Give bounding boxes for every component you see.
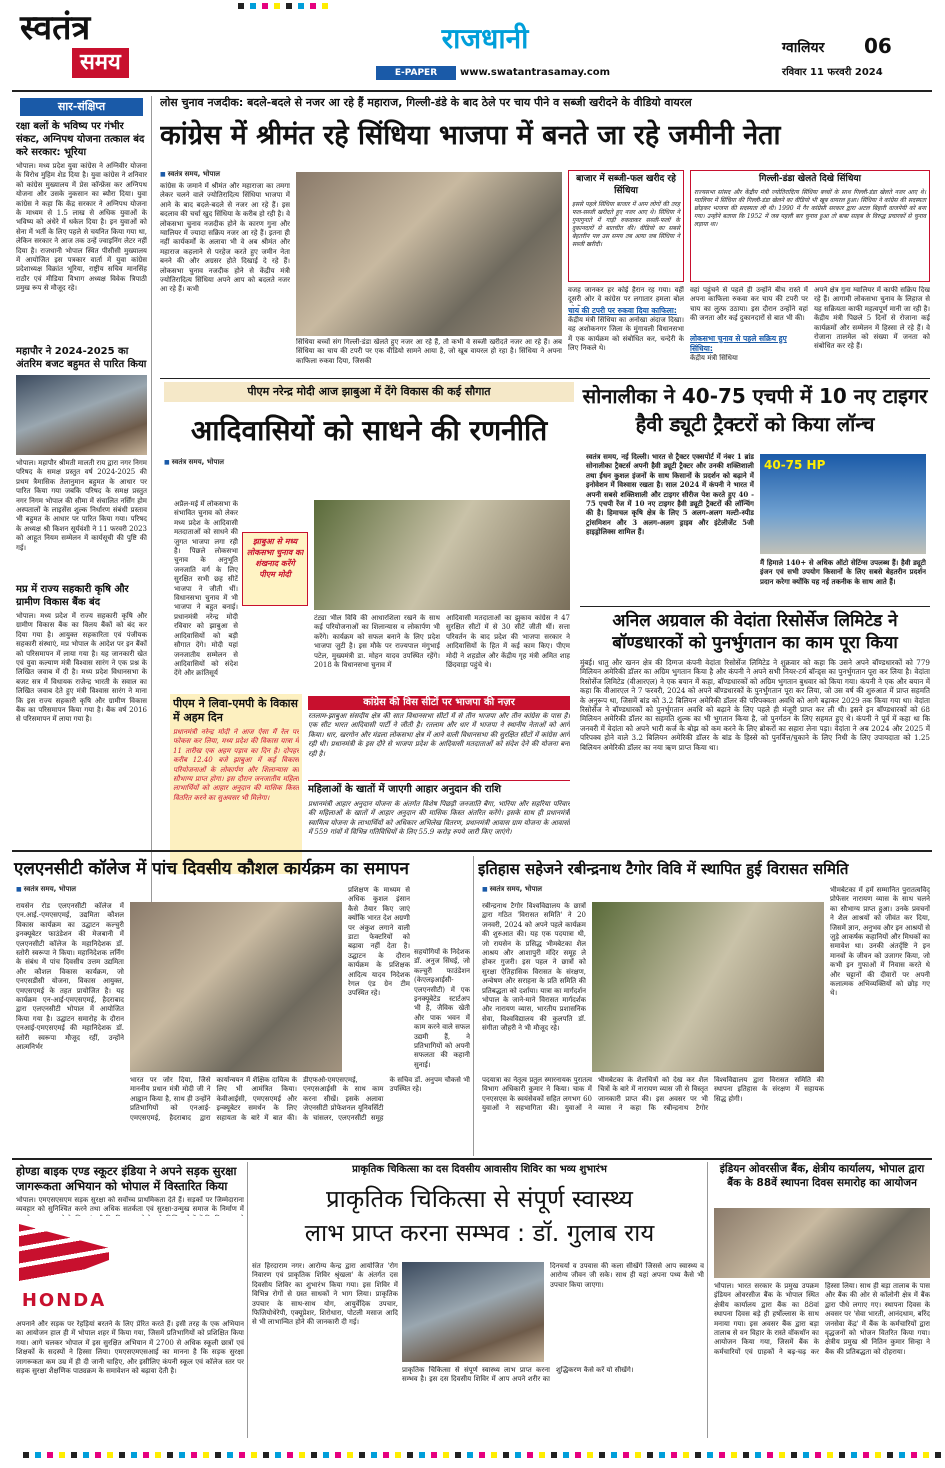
site-url[interactable]: www.swatantrasamay.com — [460, 67, 611, 78]
adivasi-headline[interactable]: आदिवासियों को साधने की रणनीति — [190, 414, 548, 447]
sonalika-caption: मैं हिमाले 140+ से अधिक ऑटो सेटिंग्स उपलब्ध हैं। हैवी ड्यूटी इंजन एवं सभी उपयोग किसानों के लिए सबसे बेहतरीन प्रदर्शन प्रदान करेगा क्योंकि यह नई तकनीक के साथ आते हैं। — [760, 558, 926, 586]
top-story-col1: कांग्रेस के जमाने में श्रीमंत और महाराजा का तमगा लेकर चलने वाले ज्योतिरादित्य सिंधिया भाजपा में आने के बाद बदले-बदले से नजर आ रहे हैं। इस बदलाव की चर्चा खुद सिंधिया के करीब हो रही है। वे लोकसभा चुनाव नजदीक होने के कारण गुना और ग्वालियर में ज्यादा सक्रिय नजर आ रहे हैं। इतना ही नहीं कार्यकर्मों के अलावा भी वे अब श्रीमंत और महाराज कहलाने से परहेज करते हुए जमीन नेता बनने की और अग्रसर होते दिखाई दे रहे हैं। लोकसभा चुनाव नजदीक होने से केंद्रीय मंत्री ज्योतिरादित्य सिंधिया अपने आप को बदलते नजर आ रहे हैं। कभी — [160, 182, 290, 294]
honda-intro: भोपाल। एमएसएसएम सड़क सुरक्षा को सर्वोच्च प्राथमिकता देते हैं। सड़कों पर जिम्मेदाराना व्यवहार को सुनिश्चित करने तथा अधिक सतर्कता एवं सुरक्षा-उन्मुख समाज के निर्माण में — [16, 1196, 244, 1214]
masthead-rule — [12, 90, 932, 92]
col5-text: वहां पहुंचने से पहले ही उन्होंने बीच रास्ते में अपना काफिला रुकवा कर चाय की टपरी पर चाय का लुत्फ उठाया। इस दौरान उन्होंने वहां की जनता और कई दुकानदारों से बात भी की। — [690, 286, 808, 323]
top-story-col5 — [690, 286, 808, 372]
naturo-body: संत हिरदाराम नगर। आरोग्य केन्द्र द्वारा आयोजित 'रोग निवारण एवं प्राकृतिक शिविर श्रृंखला' के अंतर्गत दस दिवसीय शिविर का शुभारंभ किया गया। इस शिविर में विभिन्न रोगों से ग्रस्त साधकों ने भाग लिया। प्राकृतिक उपचार के साथ-साथ योग, आयुर्वेदिक उपचार, फिजियोथेरेपी, एक्यूप्रेशर, शिरोधारा, पोटली मसाज आदि से भी लाभान्वित होने की जानकारी दी गई। — [252, 1262, 398, 1327]
adivasi-quote — [242, 532, 308, 606]
rabindranath-story — [478, 856, 932, 1156]
lnct-col2: प्रशिक्षण के माध्यम से अधिक कुशल इंसान कैसे तैयार किए जाएं क्योंकि भारत देश अग्रणी पर अंकुश लगाने वाली डाटा फेक्टरियों को बढ़ावा नहीं देता है। उद्घाटन के दौरान कार्यक्रम के प्रशिक्षक आदित्य यादव निदेशक रेगल एंड ग्रेन टीम उपस्थित रहे। — [348, 886, 410, 998]
city-label: ग्वालियर — [782, 40, 825, 56]
scindia-box-vegetables — [568, 170, 684, 282]
top-story-headline[interactable]: कांग्रेस में श्रीमंत रहे सिंधिया भाजपा में बनते जा रहे जमीनी नेता — [160, 120, 781, 151]
sonalika-headline[interactable]: सोनालीका ने 40-75 एचपी में 10 नए टाइगर हैवी ड्यूटी ट्रैक्टरों को किया लॉन्च — [582, 384, 928, 436]
col5-text-b: केंद्रीय मंत्री सिंधिया — [690, 354, 738, 362]
rntu-headline[interactable]: इतिहास सहेजने रबीन्द्रनाथ टैगोर विवि में स्थापित हुई विरासत समिति — [478, 860, 849, 878]
naturopathy-story — [252, 1162, 708, 1438]
epaper-badge — [376, 66, 456, 80]
col4-subhead: चाय की टपरी पर रुकवा दिया काफिला: — [568, 306, 677, 315]
women-headline: महिलाओं के खातों में जाएगी आहार अनुदान की राशि — [308, 780, 570, 797]
honda-headline[interactable]: होण्डा बाइक एण्ड स्कूटर इंडिया ने अपने सड़क सुरक्षा जागरूकता अभियान को भोपाल में विस्तारित किया — [16, 1164, 237, 1193]
box2-headline: गिल्ली-डंडा खेलते दिखे सिंधिया — [759, 174, 861, 184]
rule-1 — [160, 378, 930, 379]
sidebar-story1-headline[interactable]: रक्षा बलों के भविष्य पर गंभीर संकट, अग्निपथ योजना तत्काल बंद करे सरकार: भूरिया — [16, 121, 145, 158]
rule-3 — [12, 850, 932, 852]
naturo-kicker[interactable]: प्राकृतिक चिकित्सा का दस दिवसीय आवासीय शिविर का भव्य शुभारंभ — [352, 1164, 607, 1175]
top-story-kicker[interactable]: लोस चुनाव नजदीक: बदले-बदले से नजर आ रहे हैं महाराज, गिल्ली-डंडे के बाद ठेले पर चाय पीने व सब्जी खरीदने के वीडियो वायरल — [160, 96, 692, 109]
iob-body: भोपाल। भारत सरकार के प्रमुख उपक्रम इंडियन ओवरसीज बैंक के भोपाल स्थित क्षेत्रीय कार्यालय द्वारा बैंक का 88वां स्थापना दिवस बड़े ही हर्षोल्लास के साथ मनाया गया। इस अवसर बैंक द्वारा बड़ा तालाब से वन विहार के रास्ते वॉकथॉन का आयोजन किया गया, जिसमें बैंक के कर्मचारियों एवं ग्राहकों ने बढ़-चढ़ कर हिस्सा लिया। साथ ही बड़ा तालाब के पास और बैंक की ओर से कॉलोनी क्षेत्र में बैंक द्वारा पौधे लगाए गए। स्थापना दिवस के अवसर पर 'सेवा भारती, आनंदधाम, बरिंद जनसेवा केंद्र' में बैंक के कर्मचारियों द्वारा वृद्धजनों को भोजन वितरित किया गया। क्षेत्रीय प्रमुख श्री नितिन कुमार सिन्हा ने बैंक की प्रतिबद्धता को दोहराया। — [714, 1282, 930, 1356]
iob-photo — [714, 1208, 930, 1278]
sidebar-story3-headline[interactable]: मप्र में राज्य सहकारी कृषि और ग्रामीण विकास बैंक बंद — [16, 584, 129, 608]
sidebar-story2-headline[interactable]: महापौर ने 2024-2025 का अंतरिम बजट बहुमत से पारित किया — [16, 346, 147, 370]
registration-marks-bottom — [20, 1452, 945, 1459]
honda-story — [12, 1162, 248, 1438]
box1-body: इससे पहले सिंधिया बाजार में आम लोगों की तरह फल-सब्जी खरीदते हुए नजर आए थे। सिंधिया ने गुनागुनाते में गाड़ी रुकवाकर सब्जी-फलों के दुकानदारों से बातचीत की। वीडियो का सबसे बेहतरीन पल उस समय तब आया जब सिंधिया ने सब्जी खरीदी। — [572, 201, 680, 248]
sidebar-header: सार-संक्षिप्त — [20, 98, 143, 116]
col4-text: वजह जानकर हर कोई हैरान रह गया। वहीं दूसरी ओर वे कांग्रेस पर लगातार हमला बोल — [568, 286, 684, 304]
naturo-col3: प्राकृतिक चिकित्सा से संपूर्ण स्वास्थ्य लाभ प्राप्त करना सम्भव है। इस दस दिवसीय शिविर में आप अपने शरीर का शुद्धिकरण कैसे करें यो सीखेंगे। — [402, 1366, 634, 1384]
women-body: प्रधानमंत्री आहार अनुदान योजना के अंतर्गत विशेष पिछड़ी जनजाति बैगा, भारिया और सहरिया परिवार की महिलाओं के खातों में आहार अनुदान की मासिक किस्त अंतरित करेंगे। इसके साथ ही प्रधानमंत्री स्वामित्व योजना के लाभार्थियों को अधिकार अभिलेख वितरण, प्रधानमंत्री आवास ग्राम योजना के आवासों में 559 गांवों में विभिन्न गतिविधियों के लिए 55.9 करोड़ रुपये जारी किए जाएंगे। — [308, 800, 570, 837]
section-title: राजधानी — [441, 22, 529, 55]
sidebar-story2-body: भोपाल। महापौर श्रीमती मालती राय द्वारा नगर निगम परिषद के समक्ष प्रस्तुत वर्ष 2024-2025 की प्रथम त्रैमासिक तेलानुमान बहुमत के आधार पर पारित किया गया जबकि परिषद के समक्ष प्रस्तुत नगर निगम भोपाल की सीमा में संचालित नर्सिंग होम अस्पतालों के लाइसेंस शुल्क निर्धारण संबंधी प्रस्ताव भी बहुमत के आधार पर पारित किया गया। परिषद के अध्यक्ष श्री किशन सूर्यवंशी ने 11 फरवरी 2023 को आहूत नियम सम्मेलन में कार्यसूची की पुष्टि की गई। — [16, 459, 147, 552]
lnct-photo — [130, 902, 342, 1072]
sidebar-story1-body: भोपाल। मध्य प्रदेश युवा कांग्रेस ने अग्निवीर योजना के विरोध मुहिम शेड दिया है। युवा कांग्रेस ने शनिवार को कांग्रेस मुख्यालय में प्रेस कॉन्फ्रेंस कर अग्निपथ योजना और उसके नुकसान का ब्यौरा दिया। युवा कांग्रेस ने कहा कि केंद्र सरकार ने अग्निपथ योजना के माध्यम से 1.5 लाख से अधिक युवाओं के भविष्य को अंधेरे में धकेल दिया है। इन युवाओं को सेना में भर्ती के लिए पहले से चयनित किया गया था, लेकिन सरकार ने आज तक उन्हें ज्वाइनिंग लेटर नहीं दिया है। राजधानी भोपाल स्थित पीसीसी मुख्यालय में आयोजित इस पत्रकार वार्ता में युवा कांग्रेस प्रदेशाध्यक्ष विक्रांत भूरिया, राष्ट्रीय सचिव मानसिंह राठौर एवं मीडिया विभाग अध्यक्ष विवेक त्रिपाठी प्रमुख रूप से मौजूद रहे। — [16, 162, 147, 293]
adivasi-kicker[interactable]: पीएम नरेन्द्र मोदी आज झाबुआ में देंगे विकास की कई सौगात — [164, 382, 574, 402]
lnct-byline: ■ स्वतंत्र समय, भोपाल — [16, 885, 469, 894]
honda-wing-icon — [19, 1224, 109, 1284]
top-story-col6: अपने क्षेत्र गुना ग्वालियर में काफी सक्रिय दिख रहे हैं। आगामी लोकसभा चुनाव के लिहाज से यह सक्रियता काफी महत्वपूर्ण मानी जा रही है। केंद्रीय मंत्री पिछले 5 दिनों से रोजाना कई कार्यक्रमों और सम्मेलन में हिस्सा ले रहे हैं। वे रोजाना तालमेल को संख्या में जनता को संबोधित कर रहे हैं। — [814, 286, 930, 351]
logo-top: स्वतंत्र — [20, 8, 91, 48]
epaper-label: E-PAPER — [394, 68, 438, 78]
top-story-photo-caption: सिंधिया बच्चों संग गिल्ली-डंडा खेलते हुए नजर आ रहे हैं, तो कभी वे सब्जी खरीदते नजर आ रहे हैं। अब सिंधिया का चाय की टपरी पर एक वीडियो सामने आया है, जो खूब वायरल हो रहा है। सिंधिया ने अपना काफिला रुकवा दिया, जिसकी — [296, 338, 562, 365]
naturo-headline-2[interactable]: लाभ प्राप्त करना सम्भव : डॉ. गुलाब राय — [304, 1219, 655, 1247]
rule-4 — [12, 1158, 932, 1160]
pm-box-headline: पीएम ने लिवा-एमपी के विकास में अहम दिन — [173, 697, 298, 724]
naturo-photo — [402, 1262, 544, 1362]
naturo-col2: दिनचर्या व उपवास की कला सीखेंगे जिससे आप स्वास्थ्य व आरोग्य जीवन जी सके। साथ ही यहां अपना पथ्य कैसे भी उपचार किया जाएगा। — [550, 1262, 704, 1289]
adivasi-story — [164, 382, 574, 930]
adivasi-col3: आदिवासी मतदाताओं का झुकाव कांग्रेस ने 47 सुरक्षित सीटों में से 30 सीटें जीती थीं। सत्ता परिवर्तन के बाद प्रदेश की भाजपा सरकार ने आदिवासियों के हित में कई काम किए। पीएम मोदी ने शहडोल और केंद्रीय गृह मंत्री अमित शाह छिंदवाड़ा पहुंचे थे। — [446, 614, 570, 670]
sonalika-ad-text: 40-75 HP — [764, 458, 826, 472]
sidebar-story2-photo — [16, 375, 147, 455]
masthead-logo — [20, 8, 150, 88]
bjp-seat-bar: कांग्रेस की विस सीटों पर भाजपा की नज़र — [308, 696, 570, 710]
registration-marks-top — [235, 3, 331, 10]
vedanta-story — [580, 610, 930, 846]
adivasi-byline: ■ स्वतंत्र समय, भोपाल — [164, 458, 574, 467]
box1-headline: बाजार में सब्जी-फल खरीद रहे सिंधिया — [576, 174, 676, 196]
sidebar-story3-body: भोपाल। मध्य प्रदेश में राज्य सहकारी कृषि और ग्रामीण विकास बैंक का विलय बैंकों को बंद कर दिया गया है। आयुक्त सहकारिता एवं पंजीयक सहकारी संस्थाएं, मप्र भोपाल के आदेश पर इन बैंकों को परिसमापन में लाया गया है। यह जानकारी खेत एवं युवा कल्याण मंत्री विश्वास सारंग ने एक प्रश्न के लिखित जवाब में दी है। मध्य प्रदेश विधानसभा के बजट सत्र में विधायक राजेन्द्र भारती के सवाल का लिखित जवाब देते हुए मंत्री विश्वास सारंग ने माना कि इस राज्य सहकारी कृषि और ग्रामीण विकास बैंक का परिसमापन किया गया है। बैंक वर्ष 2016 से परिसमापन में लाया गया है। — [16, 612, 147, 724]
honda-intro-cont — [116, 1220, 244, 1316]
vedanta-body: मुंबई। धातु और खनन क्षेत्र की दिग्गज कंपनी वेदांता रिसोर्सेज लिमिटेड ने शुक्रवार को कहा कि उसने अपने बॉण्डधारकों को 779 मिलियन अमेरिकी डॉलर का अग्रिम भुगतान किया है और कंपनी ने अपने सभी नियर-टर्म बॉन्ड्स का पुनर्भुगतान पूरा कर लिया है। वेदांता रिसोर्सेज लिमिटेड (वीआरएल) ने एक बयान में कहा, बॉण्डधारकों को अग्रिम भुगतान बुधवार को किया गया। कंपनी ने एक और बयान में कहा कि वीआरएल ने 7 फरवरी, 2024 को अपने बॉण्डधारकों के पुनर्भुगतान पूरा कर लिया, जो उस वर्ष की शुरुआत में प्राप्त सहमति के अनुरूप था, जिसमें बांड को 3.2 बिलियन अमेरिकी डॉलर की परिपक्वता अवधि को आगे बढ़ाकर 2029 तक किया गया था। वेदांता रिसोर्सेज ने बॉण्डधारकों को पुनर्भुगतान अवधि को बढ़ाने के लिए पहले ही मंजूरी प्राप्त कर ली थी। इसने इन बॉण्डधारकों को 68 मिलियन अमेरिकी डॉलर का सहमति शुल्क का भी भुगतान किया है, जो पुनर्गठन के लिए सहमत हुए थे। कंपनी ने पूर्व में कहा था कि जनवरी में वेदांता को अपने भारी कर्ज के बोझ को कम करने के लिए ब्रोकरों का सहारा लेना पड़ा। वेदांता ने अब 2024 और 2025 में परिपक्व होने वाले 3.2 बिलियन अमेरिकी डॉलर के बांड के हिस्से को पुनर्वित्त/चुकाने के लिए निधी के लिए उपायदाता को 1.25 बिलियन अमेरिकी डॉलर का नया ऋण प्राप्त किया था। — [580, 658, 930, 752]
top-story-col4 — [568, 286, 684, 372]
sonalika-ad-photo — [760, 454, 926, 554]
rntu-col2: भीमबेटका में हमें सम्मानित पुरातत्वविद् प्रोफेसर नारायण व्यास के साथ चलने का सौभाग्य प्राप्त हुआ। उनके प्रवचनों ने शैल आश्रयों को जीवंत कर दिया, जिसमें ज्ञान, अनुभव और इन आश्रयों से जुड़े आकर्षक कहानियों और मिथकों का समावेश था। उनकी अंतर्दृष्टि ने इन मानवों के जीवन को उजागर किया, जो कभी इन गुफाओं में निवास करते थे और चट्टानों की दीवारों पर अपनी कलात्मक अभिव्यक्तियों को छोड़ गए थे। — [830, 886, 930, 998]
scindia-box-gilli-danda — [690, 170, 930, 282]
rntu-bottom: पदयात्रा का नेतृत्व प्रतुल स्मारनायक पुरातत्व विभाग अधिकारी कुमार ने किया। चाक में एनएसएस के स्वयंसेवकों सहित लगभग 60 युवाओं ने सहभागिता की। युवाओं ने भीमबेटका के शैलचित्रों को देख कर शैल चित्रों के बारे में नारायण व्यास जी से विस्तृत जानकारी प्राप्त की। इस अवसर पर भी व्यास ने कहा कि रबीन्द्रनाथ टैगोर विश्वविद्यालय द्वारा विरासत समिति की स्थापना इतिहास के संरक्षण में सहायक सिद्ध होगी। — [482, 1076, 824, 1113]
honda-body: अपनाने और सड़क पर रेहड़ियां बरतने के लिए प्रेरित करते हैं। इसी तरह के एक अभियान का आयोजन हाल ही में भोपाल शहर में किया गया, जिसमें प्रतिभागियों को प्रशिक्षित किया गया। आगे चलकर भोपाल में इस सुरक्षित अभियान में 2700 से अधिक स्कूली छात्रों एवं शिक्षकों के सदस्यों ने हिस्सा लिया। एमएसएमएसआई का मानना है कि सड़क सुरक्षा जागरूकता कम उम्र में ही दी जानी चाहिए, और इसीलिए कंपनी स्कूल एवं कॉलेज स्तर पर सड़क सुरक्षा शैक्षणिक पाठ्यक्रम के समावेशन को बढ़ावा देती है। — [16, 1320, 244, 1376]
pm-box-body: प्रधानमंत्री नरेन्द्र मोदी ने आज ऐसा मैं रेल पर फोकस कर लिया, मध्य प्रदेश की विकास यात्रा में 11 तारीख एक अहम पड़ाव का दिन है। दोपहर करीब 12.40 बजे झाबुआ में कई विकास परियोजनाओं के लोकार्पण और शिलान्यास का सौभाग्य प्राप्त होगा। इस दौरान जनजातीय महिला लाभार्थियों को आहार अनुदान की मासिक किस्त वितरित करने का सुअवसर भी मिलेगा। — [173, 728, 299, 802]
page-number: 06 — [864, 34, 892, 58]
lnct-col3: सहयोगियों के निदेशक डॉ. अनुज सिंघई, जो कल्चुरी फाउंडेशन (केएलइआईसी-एलएनसीटी) में एक इनक्यूबेटेड स्टार्टअप भी है, जैविक खेती और पाक भवन में काम करने वाले सफल उद्यमी हैं, ने प्रतिभागियों को अपनी सफलता की कहानी सुनाई। — [414, 948, 470, 1069]
rntu-photo — [592, 902, 824, 1072]
iob-headline[interactable]: इंडियन ओवरसीज बैंक, क्षेत्रीय कार्यालय, भोपाल द्वारा बैंक के 88वें स्थापना दिवस समारोह का आयोजन — [719, 1163, 925, 1189]
vedanta-headline[interactable]: अनिल अग्रवाल की वेदांता रिसोर्सेज लिमिटेड ने बॉण्डधारकों को पुनर्भुगतान का काम पूरा किया — [612, 611, 898, 653]
adivasi-quote-text: झाबुआ से मध्य लोकसभा चुनाव का शंखनाद करेंगे पीएम मोदी — [246, 537, 304, 579]
sidebar — [12, 96, 152, 936]
box2-body: राज्यसभा सांसद और केंद्रीय मंत्री ज्योतिरादित्य सिंधिया बच्चों के साथ गिल्ली-डंडा खेलते नजर आए थे। ग्वालियर में सिंधिया की गिल्ली-डंडा खेलने का वीडियो भी खूब वायरल हुआ। सिंधिया ने कांग्रेस की सदस्यता छोड़कर भाजपा की सदस्यता ली थी। 1990 में गैर कांग्रेसी सरकार द्वारा अटल बिहारी वाजपेयी को बना गया। उन्होंने बताया कि 1952 में जब पहली बार चुनाव हुआ तो बाबा साहब के विरुद्ध प्रचारकों से चुनाव लड़ाया था। — [694, 189, 926, 228]
sonalika-body: स्वतंत्र समय, नई दिल्ली। भारत से ट्रैक्टर एक्सपोर्ट में नंबर 1 ब्रांड सोनालीका ट्रैक्टर्स अपनी हैवी ड्यूटी ट्रैक्टर और उनकी शक्तिशाली तथा ईंधन कुशल इंजनों के साथ किसानों के प्रदर्शन को बढ़ाने में इनोवेशन में विश्वास रखता है। साल 2024 में कंपनी ने भारत में अपनी सबसे शक्तिशाली और टाइगर सीरीज पेश करते हुए 40 - 75 एचपी रेंज में 10 नए टाइगर हैवी ड्यूटी ट्रैक्टरों की लॉन्चिंग की है। हिमाचल कृषि क्षेत्र के लिए 5 अलग-अलग मल्टी-स्पीड ट्रांसमिशन और 3 अलग-अलग ड्राइव और इंटेलीजेंट 5जी हाइड्रोलिक्स शामिल हैं। — [586, 452, 754, 537]
rntu-col1: रबीन्द्रनाथ टैगोर विश्वविद्यालय के छात्रों द्वारा गठित 'विरासत समिति' ने 20 जनवरी, 2024 को अपने पहले कार्यक्रम की शुरुआत की। यह एक पदयात्रा थी, जो रायसेन के प्रसिद्ध भीमबेटका शैल आश्रय और आशापुरी मंदिर समूह ले होकर गुजरी। इस पहल ने छात्रों को सुरक्षा ऐतिहासिक विरासत के संरक्षण, अन्वेषण और सराहना के प्रति समिति की प्रतिबद्धता को दर्शाया। यात्रा का मार्गदर्शन भोपाल के जाने-माने विरासत मार्गदर्शक और नारायण व्यास, भारतीय प्रशासनिक सेवा, विश्वविद्यालय की कुलपति डॉ. संगीता जौहरी ने भी मौजूद रहे। — [482, 902, 586, 1033]
lnct-bottom: भारत पर जोर दिया, जिसे माननीय प्रधान मंत्री मोदी जी ने आह्वान किया है, साथ ही उन्होंने प्रतिभागियों को एनआई-एमएसएमई, हैदराबाद द्वारा कार्यान्वयन में शैक्षिक दायित्व के लिए भी आमंत्रित किया। केवीआईसी, एमएसएमई और इन्क्यूबेटर समर्थन के लिए सहायता के बारे में बात की। डीएफओ-एमएसएमई, एनएसआईसी के साथ काम करना सीखें। इसके अलावा जेएनसीटी प्रोफेशनल यूनिवर्सिटी के चांसलर, एलएनसीटी समूह के सचिव डॉ. अनुपम चौकसे भी उपस्थित रहे। — [130, 1076, 470, 1122]
lnct-headline[interactable]: एलएनसीटी कॉलेज में पांच दिवसीय कौशल कार्यक्रम का समापन — [14, 859, 409, 879]
top-story-photo — [296, 172, 562, 336]
lnct-col1: रायसेन रोड एलएनसीटी कॉलेज में एन.आई.-एमएसएमई, उद्यमिता कौशल विकास कार्यक्रम का उद्घाटन कल्चुरी इनक्यूबेटर फाउंडेशन की मेजबानी में एलएनसीटी कॉलेज के महानिदेशक डॉ. स्तोरी स्वरूपा ने किया। महानिदेशक लर्निंग के संबंध में पांच दिवसीय उत्तम उद्यमिता और कौशल विकास कार्यक्रम, जो एनएसडीसी योजना, विकास आयुक्त, एमएसएमई के तहत प्रायोजित है। यह कार्यक्रम एन-आई-एमएसएमई, हैदराबाद द्वारा एलएनसीटी भोपाल में आयोजित किया गया है। उद्घाटन समारोह के दौरान एनआई-एमएसएमई की महानिदेशक डॉ. स्तोरी स्वरूपा मौजूद रहीं, उन्होंने आत्मनिर्भर — [16, 902, 124, 1052]
sonalika-story — [580, 382, 930, 604]
logo-bottom: समय — [72, 48, 129, 78]
honda-logo-text: HONDA — [21, 1290, 107, 1311]
honda-logo-block — [16, 1220, 112, 1316]
lnct-story — [12, 856, 474, 1156]
edition-date: रविवार 11 फरवरी 2024 — [782, 67, 883, 78]
col4-text-b: केंद्रीय मंत्री सिंधिया का अनोखा अंदाज दिखा। वह अशोकनगर जिला के मुंगावली विधानसभा में एक कार्यक्रम को संबोधित कर, चन्देरी के लिए निकले थे। — [568, 316, 684, 353]
rntu-byline: ■ स्वतंत्र समय, भोपाल — [482, 885, 928, 894]
rule-2 — [580, 606, 930, 607]
bjp-seat-body: रतलाम-झाबुआ संसदीय क्षेत्र की सात विधानसभा सीटों में से तीन भाजपा और तीन कांग्रेस के पास है। एक सीट भारत आदिवासी पार्टी ने जीती है। रतलाम और धार में भाजपा ने स्थानीय नेताओं को आगे किया। धार, खरगोन और मंडला लोकसभा क्षेत्र में आने वाली विधानसभा की सुरक्षित सीटों में कांग्रेस आगे रही थी। प्रधानमंत्री के इस दौरे से भाजपा प्रदेश के आदिवासी मतदाताओं को संदेश देने की योजना बना रही है। — [308, 712, 570, 758]
col5-subhead: लोकसभा चुनाव से पहले सक्रिय हुए सिंधिया: — [690, 334, 787, 353]
top-story-byline: ■ स्वतंत्र समय, भोपाल — [160, 170, 220, 179]
adivasi-pm-box — [170, 694, 302, 874]
adivasi-photo — [314, 500, 570, 610]
naturo-headline-1[interactable]: प्राकृतिक चिकित्सा से संपूर्ण स्वास्थ्य — [326, 1185, 633, 1213]
adivasi-col2: टंट्या भील विवि की आधारशिला रखने के साथ कई परियोजनाओं का शिलान्यास व लोकार्पण भी करेंगे। कार्यक्रम को सफल बनाने के लिए प्रदेश भाजपा जुटी है। इस मौके पर राज्यपाल मंगुभाई पटेल, मुख्यमंत्री डा. मोहन यादव उपस्थित रहेंगे। 2018 के विधानसभा चुनाव में — [314, 614, 440, 670]
iob-story — [712, 1162, 932, 1438]
adivasi-col1: अप्रैल-मई में लोकसभा के संभावित चुनाव को लेकर मध्य प्रदेश के आदिवासी मतदाताओं को साधने की जुगत भाजपा लगा रही है। पिछले लोकसभा चुनाव के अनुभूति जनजाति वर्ग के लिए सुरक्षित सभी छह सीटें भाजपा ने जीती थीं। विधानसभा चुनाव में भी भाजपा ने बहुत बनाई। प्रधानमंत्री नरेन्द्र मोदी रविवार को झाबुआ से आदिवासियों को बड़ी सौगात देंगे। मोदी यहां जनजातीय सम्मेलन से आदिवासियों को संदेश देंगे और क्रांतिसूर्य — [174, 500, 238, 678]
